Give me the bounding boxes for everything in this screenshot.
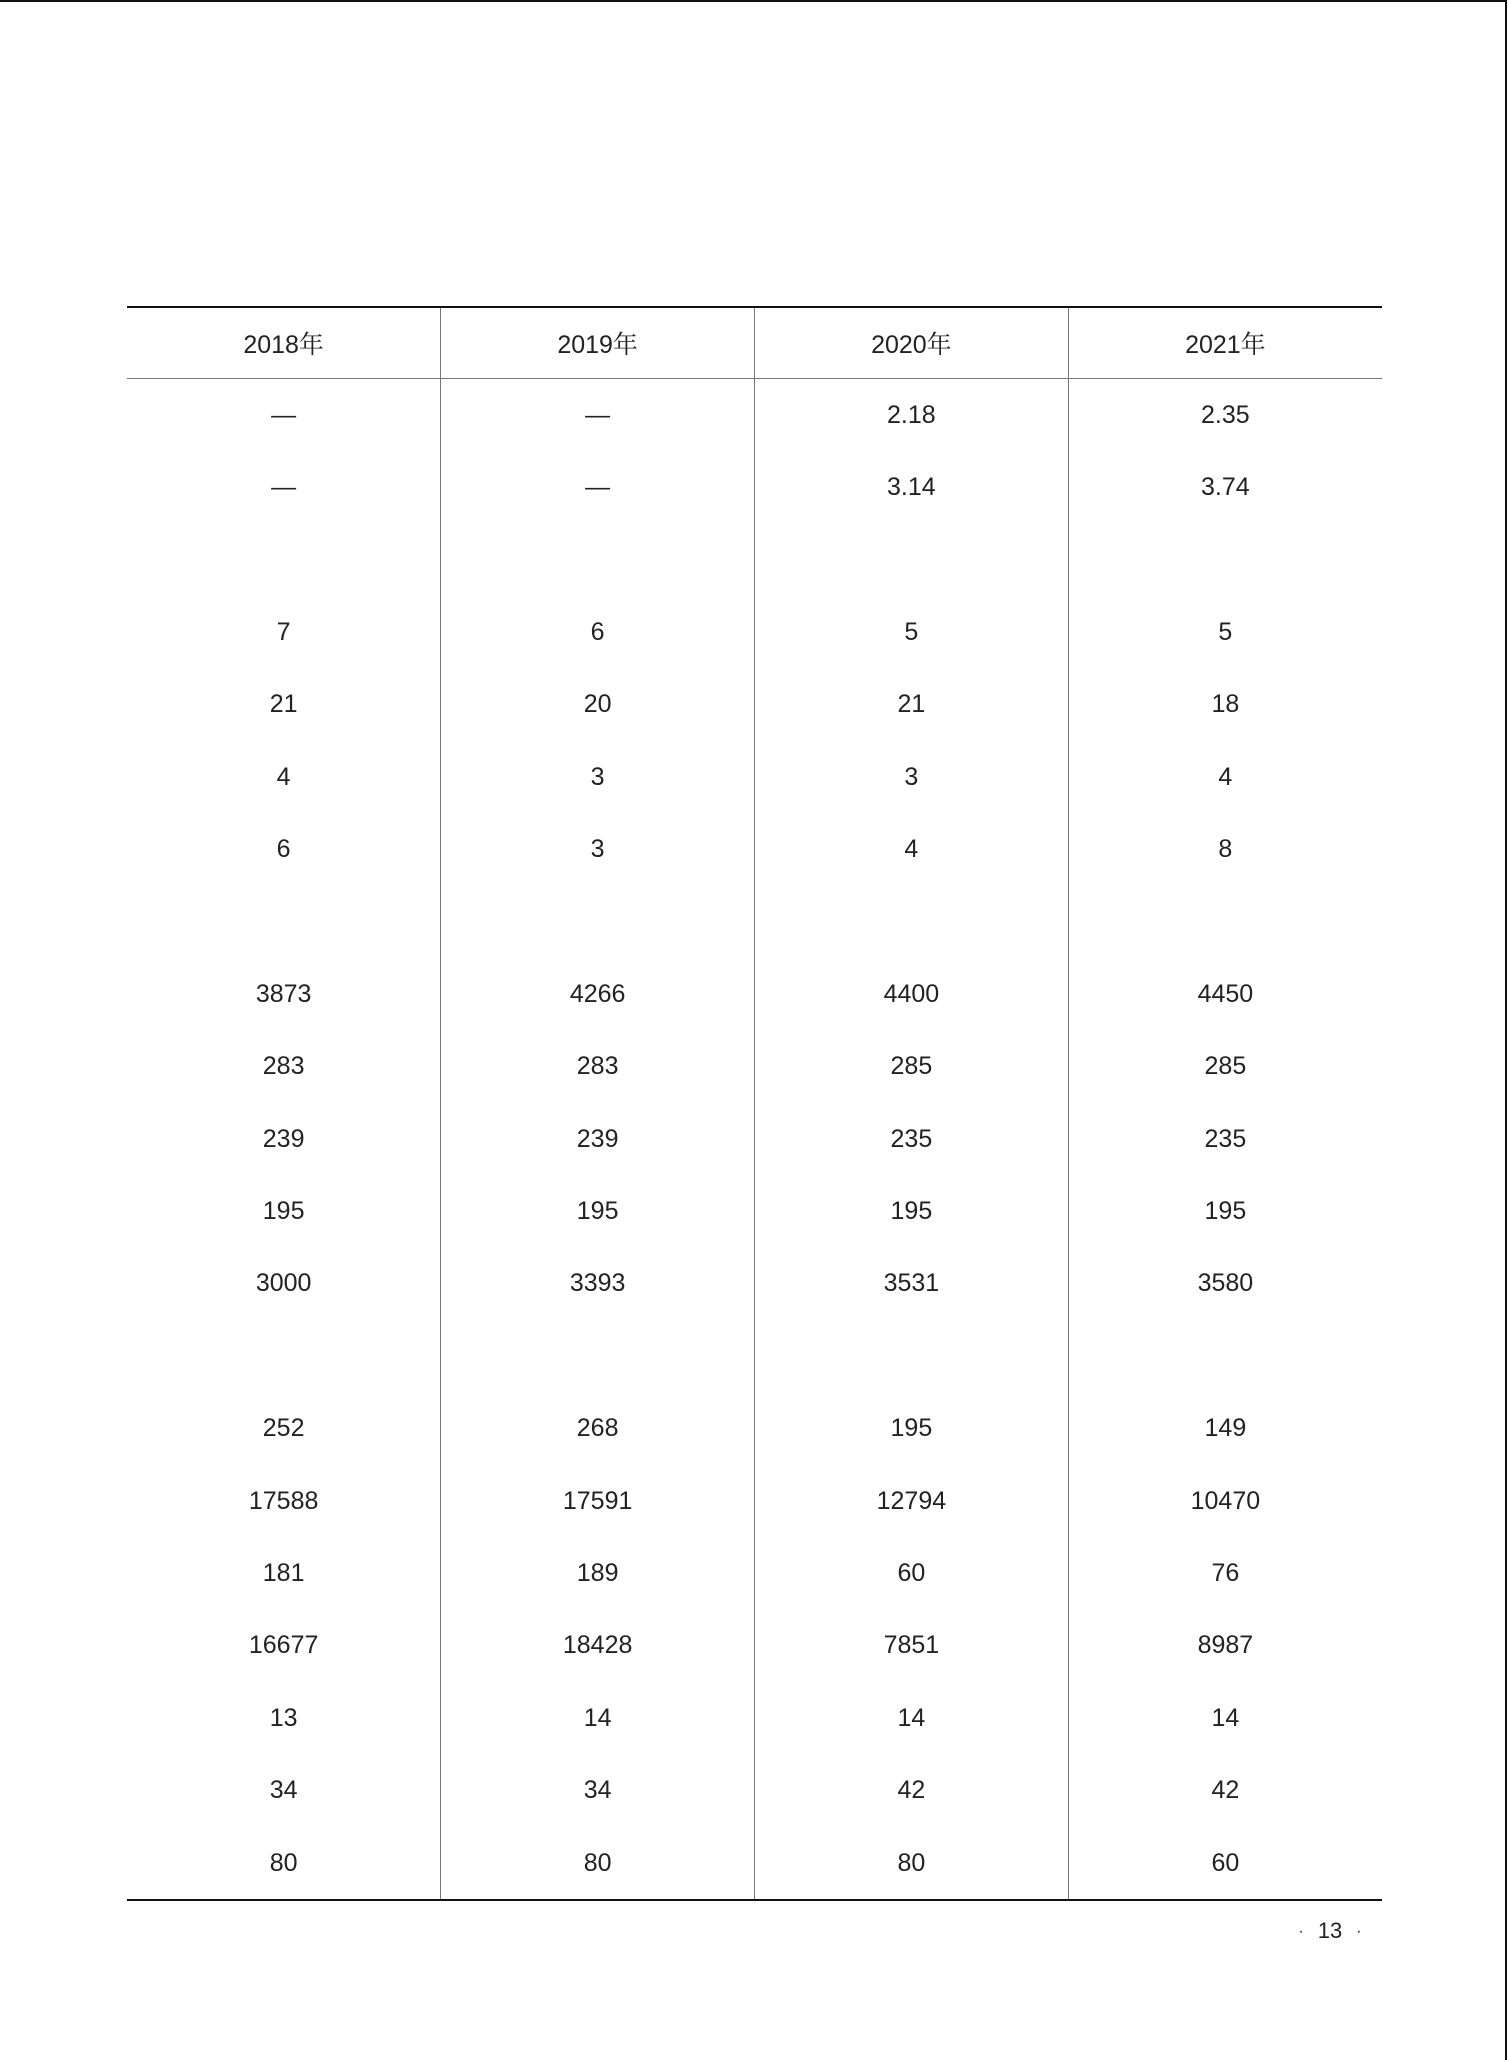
table-row — [127, 1537, 1382, 1609]
table-cell: 181 — [262, 1558, 305, 1587]
table-cell: 42 — [755, 1754, 1069, 1826]
table-cell: 195 — [262, 1196, 305, 1225]
table-cell: 239 — [441, 1103, 755, 1175]
table-row — [127, 379, 1382, 452]
table-cell: 2.35 — [1068, 379, 1382, 452]
table-row — [127, 524, 1382, 596]
table-cell: 17588 — [248, 1486, 319, 1515]
table-cell — [1068, 886, 1382, 958]
table-row — [127, 596, 1382, 668]
table-cell — [755, 524, 1069, 596]
table-row — [127, 1175, 1382, 1247]
table-row — [127, 1031, 1382, 1103]
table-cell: 7 — [276, 617, 291, 646]
table-row — [127, 1248, 1382, 1320]
table-cell: 195 — [755, 1175, 1069, 1247]
table-cell: 5 — [755, 596, 1069, 668]
table-cell: 189 — [441, 1537, 755, 1609]
header-row — [127, 307, 1382, 379]
table-cell: 76 — [1068, 1537, 1382, 1609]
header-2020: 2020年 — [755, 307, 1069, 379]
table-cell: 3393 — [441, 1248, 755, 1320]
table-cell: 3 — [441, 813, 755, 885]
table-row — [127, 1320, 1382, 1392]
table-cell — [441, 1320, 755, 1392]
table-cell: — — [441, 379, 755, 452]
table-cell: 34 — [269, 1776, 298, 1805]
table-cell: 239 — [262, 1124, 305, 1153]
table-cell — [1068, 524, 1382, 596]
table-cell: 80 — [127, 1827, 441, 1900]
table-cell — [755, 1320, 1069, 1392]
table-cell: 3 — [441, 741, 755, 813]
table-cell: 10470 — [1068, 1465, 1382, 1537]
table-cell: — — [271, 400, 297, 429]
data-table — [127, 306, 1382, 1901]
table-cell: 80 — [755, 1827, 1069, 1900]
table-row — [127, 669, 1382, 741]
table-row — [127, 1827, 1382, 1900]
table-cell: 4266 — [441, 958, 755, 1030]
table-cell: 8987 — [1068, 1610, 1382, 1682]
table-cell: 3000 — [255, 1269, 312, 1298]
table-cell: 16677 — [248, 1631, 319, 1660]
table-cell: 285 — [755, 1031, 1069, 1103]
header-2018: 2018年 — [127, 307, 441, 379]
table-cell: — — [441, 451, 755, 523]
table-cell: 14 — [1068, 1682, 1382, 1754]
table-cell: 12794 — [755, 1465, 1069, 1537]
table-row — [127, 813, 1382, 885]
table-cell: 195 — [755, 1392, 1069, 1464]
table-row — [127, 1392, 1382, 1464]
page-number-dot-left: · — [1298, 1923, 1304, 1941]
table-cell: 18 — [1068, 669, 1382, 741]
table-cell: 60 — [755, 1537, 1069, 1609]
table-row — [127, 958, 1382, 1030]
table-cell: 80 — [441, 1827, 755, 1900]
table-cell: 283 — [441, 1031, 755, 1103]
table-cell: 6 — [276, 835, 291, 864]
table-cell: 235 — [1068, 1103, 1382, 1175]
table-cell — [127, 886, 441, 958]
table-cell: 149 — [1068, 1392, 1382, 1464]
table-cell — [1068, 1320, 1382, 1392]
page-number-value: 13 — [1317, 1918, 1343, 1943]
table-cell: 268 — [441, 1392, 755, 1464]
table-cell: 4400 — [755, 958, 1069, 1030]
table-cell: 21 — [269, 690, 298, 719]
table-cell: 3580 — [1068, 1248, 1382, 1320]
table-row — [127, 741, 1382, 813]
table-cell: 195 — [1068, 1175, 1382, 1247]
table-cell: 60 — [1068, 1827, 1382, 1900]
table-cell: 3.74 — [1068, 451, 1382, 523]
table-cell: 3 — [755, 741, 1069, 813]
table-cell: 4 — [755, 813, 1069, 885]
table-cell: 4450 — [1068, 958, 1382, 1030]
page-number-dot-right: · — [1356, 1923, 1362, 1941]
table-cell: 285 — [1068, 1031, 1382, 1103]
table-row — [127, 886, 1382, 958]
table-cell: 21 — [755, 669, 1069, 741]
table-cell: 14 — [755, 1682, 1069, 1754]
table-row — [127, 451, 1382, 523]
table-cell: 34 — [441, 1754, 755, 1826]
table-cell — [127, 524, 441, 596]
table-cell: 4 — [276, 762, 291, 791]
table-cell: 5 — [1068, 596, 1382, 668]
table-cell: 20 — [441, 669, 755, 741]
table-cell: 42 — [1068, 1754, 1382, 1826]
table-cell: 3531 — [755, 1248, 1069, 1320]
table-cell — [441, 886, 755, 958]
table-cell: 4 — [1068, 741, 1382, 813]
table-row — [127, 1610, 1382, 1682]
table-cell: — — [271, 473, 297, 502]
header-2019: 2019年 — [441, 307, 755, 379]
table-cell: 14 — [441, 1682, 755, 1754]
header-2021: 2021年 — [1068, 307, 1382, 379]
table-cell: 283 — [262, 1052, 305, 1081]
table-row — [127, 1103, 1382, 1175]
table-cell: 235 — [755, 1103, 1069, 1175]
table-body — [127, 379, 1382, 1901]
table-cell — [755, 886, 1069, 958]
table-cell — [441, 524, 755, 596]
table-cell: 3873 — [255, 979, 312, 1008]
table-cell: 252 — [262, 1414, 305, 1443]
table-row — [127, 1465, 1382, 1537]
table-cell: 18428 — [441, 1610, 755, 1682]
page-number — [1280, 1918, 1380, 1944]
table-cell: 7851 — [755, 1610, 1069, 1682]
table-cell: 17591 — [441, 1465, 755, 1537]
table-cell: 195 — [441, 1175, 755, 1247]
table-cell — [127, 1320, 441, 1392]
table-cell: 3.14 — [755, 451, 1069, 523]
table-cell: 13 — [269, 1703, 298, 1732]
table-row — [127, 1682, 1382, 1754]
table-cell: 6 — [441, 596, 755, 668]
table-cell: 8 — [1068, 813, 1382, 885]
table-row — [127, 1754, 1382, 1826]
table-cell: 2.18 — [755, 379, 1069, 452]
